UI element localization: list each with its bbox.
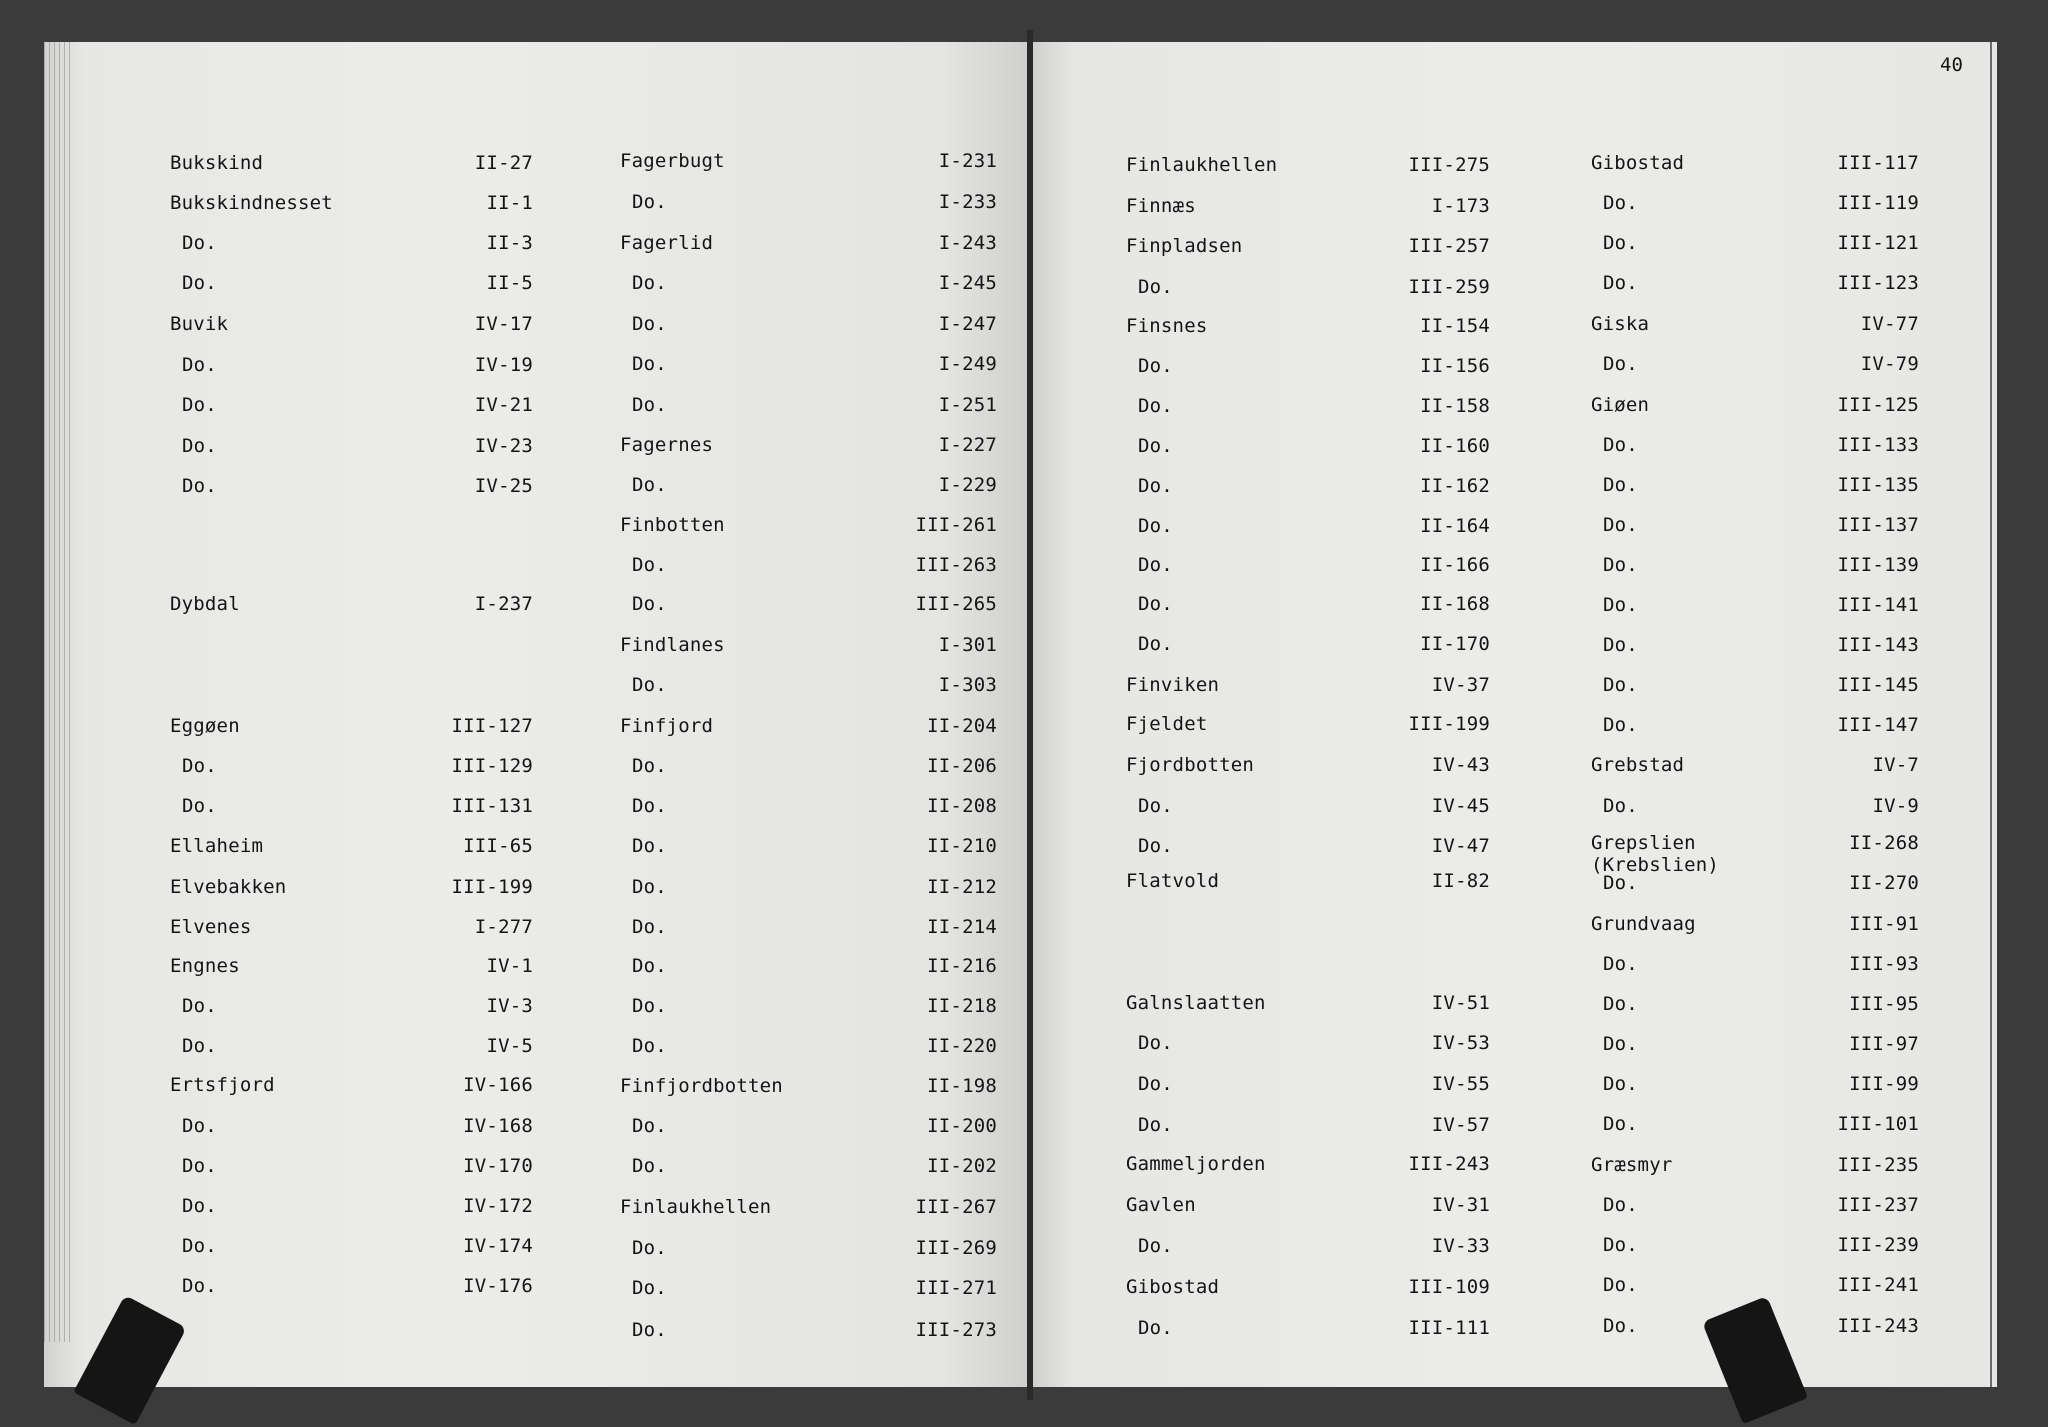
entry-name: Ellaheim bbox=[170, 835, 264, 857]
entry-reference: II-160 bbox=[1420, 435, 1490, 457]
entry-reference: II-214 bbox=[927, 916, 997, 938]
entry-name: Bukskindnesset bbox=[170, 192, 333, 214]
entry-name: Do. bbox=[1603, 1033, 1638, 1055]
entry-name: Græsmyr bbox=[1591, 1154, 1673, 1176]
entry-reference: III-99 bbox=[1849, 1073, 1919, 1095]
entry-reference: III-143 bbox=[1837, 634, 1919, 656]
entry-reference: III-243 bbox=[1408, 1153, 1490, 1175]
entry-reference: III-65 bbox=[463, 835, 533, 857]
entry-name: Do. bbox=[632, 835, 667, 857]
entry-name: Do. bbox=[182, 995, 217, 1017]
entry-name: Finlaukhellen bbox=[1126, 154, 1278, 176]
entry-reference: III-121 bbox=[1837, 232, 1919, 254]
entry-reference: IV-1 bbox=[486, 955, 533, 977]
entry-name: Gammeljorden bbox=[1126, 1153, 1266, 1175]
entry-reference: III-261 bbox=[915, 514, 997, 536]
entry-reference: I-303 bbox=[938, 674, 997, 696]
entry-name: Do. bbox=[1603, 514, 1638, 536]
entry-name: Do. bbox=[1138, 795, 1173, 817]
entry-reference: III-137 bbox=[1837, 514, 1919, 536]
entry-name: Do. bbox=[182, 1275, 217, 1297]
entry-reference: III-145 bbox=[1837, 674, 1919, 696]
entry-name: Do. bbox=[1603, 1113, 1638, 1135]
entry-name: Do. bbox=[1603, 1315, 1638, 1337]
entry-name: Bukskind bbox=[170, 152, 264, 174]
entry-reference: III-263 bbox=[915, 554, 997, 576]
entry-reference: II-154 bbox=[1420, 315, 1490, 337]
entry-name: Do. bbox=[1603, 434, 1638, 456]
entry-name: Engnes bbox=[170, 955, 240, 977]
entry-reference: I-243 bbox=[938, 232, 997, 254]
entry-reference: III-95 bbox=[1849, 993, 1919, 1015]
entry-reference: III-109 bbox=[1408, 1276, 1490, 1298]
entry-reference: IV-9 bbox=[1872, 795, 1919, 817]
entry-name: Do. bbox=[632, 795, 667, 817]
entry-reference: III-239 bbox=[1837, 1234, 1919, 1256]
entry-name: Do. bbox=[1603, 993, 1638, 1015]
entry-name: Do. bbox=[632, 394, 667, 416]
entry-reference: IV-57 bbox=[1431, 1114, 1490, 1136]
entry-name: Do. bbox=[632, 593, 667, 615]
entry-reference: II-198 bbox=[927, 1075, 997, 1097]
entry-reference: III-97 bbox=[1849, 1033, 1919, 1055]
entry-reference: II-5 bbox=[486, 272, 533, 294]
entry-reference: II-212 bbox=[927, 876, 997, 898]
entry-name: Fjordbotten bbox=[1126, 754, 1255, 776]
entry-name: Do. bbox=[1138, 1317, 1173, 1339]
entry-name: Do. bbox=[1138, 835, 1173, 857]
entry-name: Do. bbox=[632, 313, 667, 335]
entry-reference: II-202 bbox=[927, 1155, 997, 1177]
entry-reference: II-208 bbox=[927, 795, 997, 817]
entry-reference: II-158 bbox=[1420, 395, 1490, 417]
entry-reference: II-206 bbox=[927, 755, 997, 777]
entry-reference: II-210 bbox=[927, 835, 997, 857]
entry-reference: IV-176 bbox=[463, 1275, 533, 1297]
entry-name: Do. bbox=[1603, 554, 1638, 576]
entry-reference: IV-174 bbox=[463, 1235, 533, 1257]
entry-name: Do. bbox=[182, 232, 217, 254]
entry-name: Do. bbox=[182, 755, 217, 777]
entry-reference: II-27 bbox=[474, 152, 533, 174]
entry-name: Do. bbox=[1603, 594, 1638, 616]
entry-reference: III-243 bbox=[1837, 1315, 1919, 1337]
entry-name: Do. bbox=[1138, 1032, 1173, 1054]
entry-name: Do. bbox=[632, 755, 667, 777]
book-spine bbox=[1027, 30, 1033, 1400]
entry-reference: III-117 bbox=[1837, 152, 1919, 174]
entry-reference: II-200 bbox=[927, 1115, 997, 1137]
entry-reference: IV-33 bbox=[1431, 1235, 1490, 1257]
entry-reference: II-156 bbox=[1420, 355, 1490, 377]
entry-reference: I-277 bbox=[474, 916, 533, 938]
entry-name: Do. bbox=[1138, 435, 1173, 457]
entry-name: Finlaukhellen bbox=[620, 1196, 772, 1218]
entry-name: Grepslien (Krebslien) bbox=[1591, 832, 1720, 876]
entry-reference: I-251 bbox=[938, 394, 997, 416]
entry-name: Do. bbox=[1603, 714, 1638, 736]
entry-reference: II-218 bbox=[927, 995, 997, 1017]
entry-reference: III-265 bbox=[915, 593, 997, 615]
entry-reference: III-91 bbox=[1849, 913, 1919, 935]
entry-name: Do. bbox=[1603, 1274, 1638, 1296]
entry-reference: II-164 bbox=[1420, 515, 1490, 537]
entry-name: Elvebakken bbox=[170, 876, 287, 898]
entry-name: Do. bbox=[1603, 872, 1638, 894]
entry-name: Do. bbox=[1603, 1234, 1638, 1256]
entry-name: Do. bbox=[632, 1277, 667, 1299]
entry-name: Do. bbox=[1138, 276, 1173, 298]
entry-name: Dybdal bbox=[170, 593, 240, 615]
entry-name: Do. bbox=[1603, 953, 1638, 975]
entry-reference: I-249 bbox=[938, 353, 997, 375]
entry-reference: II-168 bbox=[1420, 593, 1490, 615]
entry-reference: III-273 bbox=[915, 1319, 997, 1341]
entry-name: Giøen bbox=[1591, 394, 1650, 416]
entry-reference: I-231 bbox=[938, 150, 997, 172]
entry-name: Fjeldet bbox=[1126, 713, 1208, 735]
entry-reference: II-216 bbox=[927, 955, 997, 977]
entry-name: Do. bbox=[182, 1235, 217, 1257]
entry-name: Do. bbox=[182, 475, 217, 497]
entry-reference: IV-47 bbox=[1431, 835, 1490, 857]
entry-name: Do. bbox=[1138, 515, 1173, 537]
entry-reference: III-237 bbox=[1837, 1194, 1919, 1216]
entry-reference: III-127 bbox=[451, 715, 533, 737]
entry-reference: I-237 bbox=[474, 593, 533, 615]
entry-reference: III-141 bbox=[1837, 594, 1919, 616]
entry-reference: IV-77 bbox=[1860, 313, 1919, 335]
entry-name: Fagerbugt bbox=[620, 150, 725, 172]
entry-reference: IV-172 bbox=[463, 1195, 533, 1217]
entry-reference: III-259 bbox=[1408, 276, 1490, 298]
entry-reference: IV-79 bbox=[1860, 353, 1919, 375]
entry-reference: II-1 bbox=[486, 192, 533, 214]
entry-reference: IV-19 bbox=[474, 354, 533, 376]
entry-name: Do. bbox=[1138, 1114, 1173, 1136]
entry-name: Eggøen bbox=[170, 715, 240, 737]
entry-name: Finviken bbox=[1126, 674, 1220, 696]
entry-reference: III-111 bbox=[1408, 1317, 1490, 1339]
entry-reference: III-275 bbox=[1408, 154, 1490, 176]
entry-name: Do. bbox=[1138, 554, 1173, 576]
entry-reference: IV-17 bbox=[474, 313, 533, 335]
page-number: 40 bbox=[1940, 54, 1963, 76]
entry-name: Gibostad bbox=[1126, 1276, 1220, 1298]
entry-name: Do. bbox=[182, 1035, 217, 1057]
entry-reference: IV-166 bbox=[463, 1074, 533, 1096]
entry-name: Finbotten bbox=[620, 514, 725, 536]
entry-reference: IV-25 bbox=[474, 475, 533, 497]
entry-reference: IV-5 bbox=[486, 1035, 533, 1057]
entry-name: Do. bbox=[1138, 633, 1173, 655]
entry-name: Do. bbox=[632, 876, 667, 898]
entry-name: Do. bbox=[182, 1155, 217, 1177]
entry-name: Do. bbox=[1603, 353, 1638, 375]
entry-name: Fagerlid bbox=[620, 232, 714, 254]
entry-reference: IV-55 bbox=[1431, 1073, 1490, 1095]
entry-name: Do. bbox=[1603, 474, 1638, 496]
entry-reference: III-123 bbox=[1837, 272, 1919, 294]
entry-reference: III-147 bbox=[1837, 714, 1919, 736]
entry-name: Grebstad bbox=[1591, 754, 1685, 776]
entry-reference: III-271 bbox=[915, 1277, 997, 1299]
entry-name: Finsnes bbox=[1126, 315, 1208, 337]
entry-name: Do. bbox=[632, 353, 667, 375]
entry-name: Do. bbox=[182, 795, 217, 817]
entry-reference: II-3 bbox=[486, 232, 533, 254]
entry-name: Do. bbox=[632, 1155, 667, 1177]
entry-name: Finfjord bbox=[620, 715, 714, 737]
entry-name: Do. bbox=[182, 1115, 217, 1137]
entry-name: Do. bbox=[1603, 1194, 1638, 1216]
entry-reference: III-101 bbox=[1837, 1113, 1919, 1135]
entry-reference: III-135 bbox=[1837, 474, 1919, 496]
entry-name: Do. bbox=[632, 1237, 667, 1259]
entry-name: Do. bbox=[1138, 475, 1173, 497]
entry-reference: III-129 bbox=[451, 755, 533, 777]
entry-name: Elvenes bbox=[170, 916, 252, 938]
entry-reference: IV-7 bbox=[1872, 754, 1919, 776]
entry-name: Do. bbox=[632, 1319, 667, 1341]
entry-name: Do. bbox=[182, 272, 217, 294]
entry-name: Do. bbox=[1603, 634, 1638, 656]
entry-reference: I-301 bbox=[938, 634, 997, 656]
entry-reference: III-199 bbox=[451, 876, 533, 898]
entry-name: Finnæs bbox=[1126, 195, 1196, 217]
entry-name: Do. bbox=[182, 354, 217, 376]
entry-name: Do. bbox=[1603, 192, 1638, 214]
entry-reference: IV-168 bbox=[463, 1115, 533, 1137]
entry-reference: III-93 bbox=[1849, 953, 1919, 975]
entry-reference: I-247 bbox=[938, 313, 997, 335]
entry-reference: IV-170 bbox=[463, 1155, 533, 1177]
entry-name: Do. bbox=[182, 1195, 217, 1217]
entry-reference: IV-3 bbox=[486, 995, 533, 1017]
entry-name: Galnslaatten bbox=[1126, 992, 1266, 1014]
entry-name: Flatvold bbox=[1126, 870, 1220, 892]
entry-name: Do. bbox=[632, 474, 667, 496]
entry-reference: IV-53 bbox=[1431, 1032, 1490, 1054]
entry-reference: I-173 bbox=[1431, 195, 1490, 217]
entry-name: Do. bbox=[1138, 1235, 1173, 1257]
entry-name: Gibostad bbox=[1591, 152, 1685, 174]
entry-name: Do. bbox=[632, 955, 667, 977]
entry-reference: III-125 bbox=[1837, 394, 1919, 416]
entry-name: Do. bbox=[182, 435, 217, 457]
entry-reference: II-170 bbox=[1420, 633, 1490, 655]
entry-name: Finfjordbotten bbox=[620, 1075, 783, 1097]
entry-reference: II-220 bbox=[927, 1035, 997, 1057]
entry-reference: I-227 bbox=[938, 434, 997, 456]
entry-reference: III-119 bbox=[1837, 192, 1919, 214]
page-edge-lines bbox=[44, 42, 74, 1342]
entry-name: Do. bbox=[1603, 232, 1638, 254]
entry-reference: II-268 bbox=[1849, 832, 1919, 854]
entry-name: Do. bbox=[1138, 355, 1173, 377]
entry-name: Giska bbox=[1591, 313, 1650, 335]
entry-reference: IV-37 bbox=[1431, 674, 1490, 696]
entry-name: Fagernes bbox=[620, 434, 714, 456]
entry-name: Do. bbox=[632, 1115, 667, 1137]
entry-reference: I-245 bbox=[938, 272, 997, 294]
entry-reference: IV-45 bbox=[1431, 795, 1490, 817]
entry-reference: II-204 bbox=[927, 715, 997, 737]
entry-reference: IV-21 bbox=[474, 394, 533, 416]
entry-name: Do. bbox=[632, 272, 667, 294]
entry-reference: IV-51 bbox=[1431, 992, 1490, 1014]
entry-name: Do. bbox=[632, 674, 667, 696]
entry-reference: III-257 bbox=[1408, 235, 1490, 257]
entry-reference: I-229 bbox=[938, 474, 997, 496]
entry-reference: III-267 bbox=[915, 1196, 997, 1218]
entry-name: Gavlen bbox=[1126, 1194, 1196, 1216]
entry-name: Finpladsen bbox=[1126, 235, 1243, 257]
entry-name: Do. bbox=[1138, 593, 1173, 615]
entry-name: Do. bbox=[632, 916, 667, 938]
entry-reference: III-241 bbox=[1837, 1274, 1919, 1296]
entry-name: Do. bbox=[1603, 795, 1638, 817]
entry-reference: IV-43 bbox=[1431, 754, 1490, 776]
page-border-line bbox=[1990, 42, 1992, 1387]
entry-reference: III-269 bbox=[915, 1237, 997, 1259]
entry-reference: IV-23 bbox=[474, 435, 533, 457]
entry-name: Do. bbox=[1603, 674, 1638, 696]
entry-name: Do. bbox=[1138, 395, 1173, 417]
entry-name: Do. bbox=[182, 394, 217, 416]
entry-reference: III-199 bbox=[1408, 713, 1490, 735]
entry-reference: II-166 bbox=[1420, 554, 1490, 576]
entry-reference: II-270 bbox=[1849, 872, 1919, 894]
entry-name: Findlanes bbox=[620, 634, 725, 656]
entry-name: Do. bbox=[632, 191, 667, 213]
entry-reference: III-133 bbox=[1837, 434, 1919, 456]
entry-name: Grundvaag bbox=[1591, 913, 1696, 935]
entry-reference: I-233 bbox=[938, 191, 997, 213]
entry-reference: IV-31 bbox=[1431, 1194, 1490, 1216]
entry-name: Do. bbox=[632, 995, 667, 1017]
entry-name: Ertsfjord bbox=[170, 1074, 275, 1096]
entry-name: Do. bbox=[1603, 1073, 1638, 1095]
entry-reference: II-162 bbox=[1420, 475, 1490, 497]
entry-name: Do. bbox=[1603, 272, 1638, 294]
entry-reference: III-139 bbox=[1837, 554, 1919, 576]
entry-name: Do. bbox=[632, 554, 667, 576]
entry-reference: III-131 bbox=[451, 795, 533, 817]
entry-name: Do. bbox=[632, 1035, 667, 1057]
entry-reference: II-82 bbox=[1431, 870, 1490, 892]
entry-name: Buvik bbox=[170, 313, 229, 335]
entry-name: Do. bbox=[1138, 1073, 1173, 1095]
entry-reference: III-235 bbox=[1837, 1154, 1919, 1176]
